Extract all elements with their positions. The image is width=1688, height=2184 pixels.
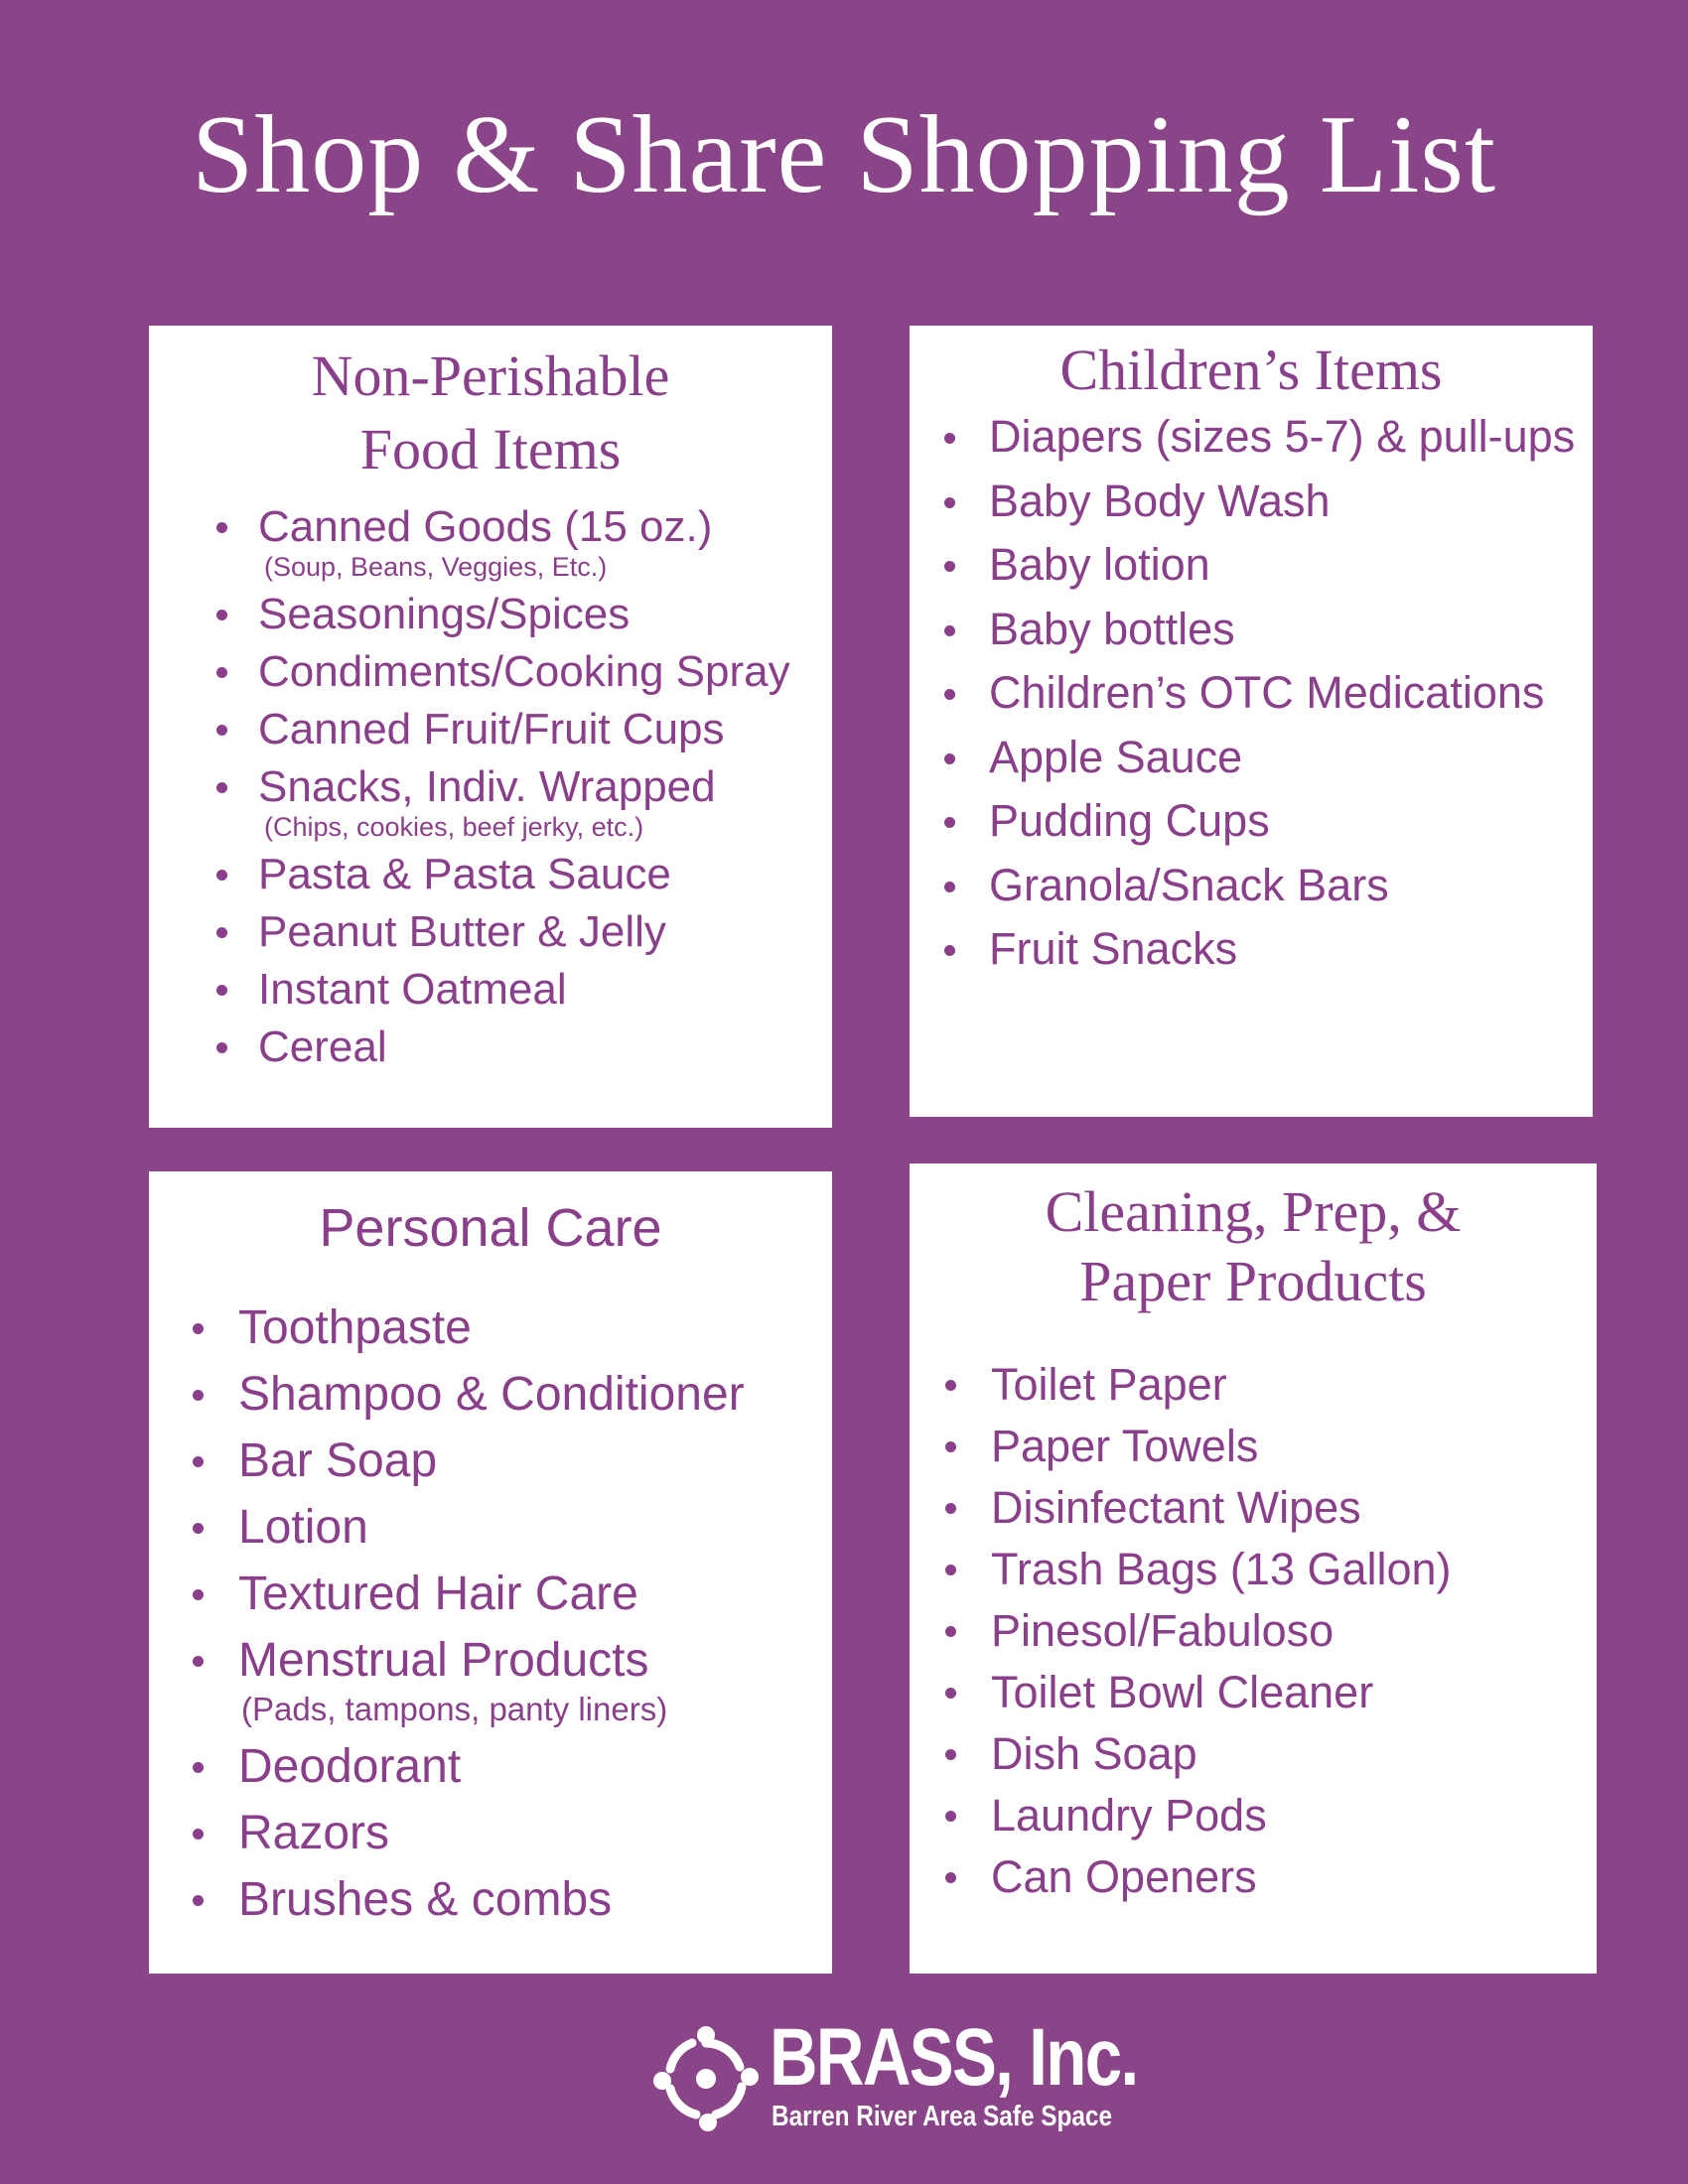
item-label: Instant Oatmeal bbox=[258, 965, 567, 1014]
bullet-icon bbox=[945, 1688, 956, 1699]
bullet-icon bbox=[944, 882, 955, 892]
item-label: Toilet Bowl Cleaner bbox=[991, 1667, 1374, 1717]
bullet-icon bbox=[193, 1456, 204, 1467]
bullet-icon bbox=[944, 945, 955, 956]
list-item bbox=[258, 903, 832, 961]
list-item bbox=[238, 1627, 832, 1727]
list-item bbox=[258, 643, 832, 701]
item-label: Condiments/Cooking Spray bbox=[258, 647, 790, 696]
list-item bbox=[991, 1785, 1597, 1846]
childrens-items-card bbox=[910, 326, 1593, 1117]
item-label: Menstrual Products bbox=[238, 1634, 649, 1687]
list-item bbox=[238, 1866, 832, 1933]
bullet-icon bbox=[193, 1656, 204, 1667]
list-item bbox=[989, 470, 1593, 534]
list-item bbox=[991, 1539, 1597, 1600]
item-label: Peanut Butter & Jelly bbox=[258, 907, 666, 956]
bullet-icon bbox=[945, 1626, 956, 1637]
bullet-icon bbox=[945, 1441, 956, 1452]
item-label: Can Openers bbox=[991, 1851, 1257, 1902]
list-item bbox=[989, 726, 1593, 790]
bullet-icon bbox=[944, 753, 955, 764]
item-label: Baby lotion bbox=[989, 539, 1210, 590]
list-item bbox=[991, 1600, 1597, 1662]
bullet-icon bbox=[944, 433, 955, 444]
bullet-icon bbox=[216, 522, 227, 533]
item-note: (Chips, cookies, beef jerky, etc.) bbox=[264, 812, 644, 842]
item-label: Trash Bags (13 Gallon) bbox=[991, 1544, 1452, 1594]
bullet-icon bbox=[945, 1811, 956, 1822]
item-label: Dish Soap bbox=[991, 1728, 1197, 1779]
bullet-icon bbox=[193, 1323, 204, 1334]
list-item bbox=[989, 661, 1593, 726]
list-item bbox=[258, 961, 832, 1019]
heading-line: Children’s Items bbox=[1059, 338, 1443, 402]
personal-care-card bbox=[149, 1171, 832, 1974]
item-label: Baby bottles bbox=[989, 603, 1235, 654]
item-list bbox=[258, 498, 832, 1076]
item-label: Pinesol/Fabuloso bbox=[991, 1605, 1335, 1656]
item-label: Toilet Paper bbox=[991, 1359, 1227, 1410]
item-label: Deodorant bbox=[238, 1740, 462, 1793]
brass-logo bbox=[650, 2012, 1138, 2138]
list-item bbox=[991, 1662, 1597, 1723]
list-item bbox=[258, 846, 832, 903]
bullet-icon bbox=[193, 1523, 204, 1534]
bullet-icon bbox=[945, 1749, 956, 1760]
bullet-icon bbox=[193, 1589, 204, 1600]
list-item bbox=[989, 598, 1593, 662]
list-item bbox=[991, 1416, 1597, 1477]
item-label: Canned Goods (15 oz.) bbox=[258, 502, 713, 551]
heading-line: Food Items bbox=[359, 417, 622, 481]
heading-line: Personal Care bbox=[319, 1198, 662, 1258]
item-note: (Pads, tampons, panty liners) bbox=[241, 1691, 668, 1727]
heading-line: Paper Products bbox=[1079, 1249, 1427, 1313]
item-list bbox=[991, 1354, 1597, 1908]
list-item bbox=[991, 1354, 1597, 1416]
item-label: Paper Towels bbox=[991, 1421, 1259, 1471]
item-label: Children’s OTC Medications bbox=[989, 667, 1545, 718]
logo-tagline: Barren River Area Safe Space bbox=[772, 2101, 1113, 2132]
item-label: Fruit Snacks bbox=[989, 923, 1238, 974]
list-item bbox=[258, 498, 832, 582]
item-label: Seasonings/Spices bbox=[258, 590, 631, 638]
item-label: Cereal bbox=[258, 1023, 387, 1071]
item-note: (Soup, Beans, Veggies, Etc.) bbox=[264, 552, 608, 582]
list-item bbox=[991, 1477, 1597, 1539]
list-item bbox=[258, 586, 832, 643]
item-label: Razors bbox=[238, 1807, 390, 1859]
list-item bbox=[238, 1494, 832, 1561]
section-heading bbox=[910, 1163, 1597, 1316]
cleaning-paper-products-card bbox=[910, 1163, 1597, 1974]
bullet-icon bbox=[216, 667, 227, 678]
bullet-icon bbox=[945, 1503, 956, 1514]
item-list bbox=[989, 405, 1593, 982]
bullet-icon bbox=[193, 1390, 204, 1401]
item-label: Diapers (sizes 5-7) & pull-ups bbox=[989, 411, 1576, 462]
list-item bbox=[238, 1733, 832, 1800]
list-item bbox=[989, 917, 1593, 982]
list-item bbox=[238, 1561, 832, 1627]
section-heading bbox=[149, 1171, 832, 1265]
list-item bbox=[989, 789, 1593, 854]
item-label: Pasta & Pasta Sauce bbox=[258, 850, 671, 898]
item-label: Canned Fruit/Fruit Cups bbox=[258, 705, 725, 753]
item-label: Brushes & combs bbox=[238, 1873, 613, 1926]
logo-name: BRASS, Inc. bbox=[770, 2012, 1138, 2103]
bullet-icon bbox=[216, 1042, 227, 1053]
bullet-icon bbox=[216, 725, 227, 736]
bullet-icon bbox=[944, 561, 955, 572]
list-item bbox=[989, 854, 1593, 918]
bullet-icon bbox=[944, 625, 955, 636]
non-perishable-food-card bbox=[149, 326, 832, 1128]
item-label: Bar Soap bbox=[238, 1434, 438, 1487]
item-label: Granola/Snack Bars bbox=[989, 859, 1389, 910]
bullet-icon bbox=[193, 1895, 204, 1906]
bullet-icon bbox=[944, 689, 955, 700]
bullet-icon bbox=[216, 985, 227, 996]
bullet-icon bbox=[945, 1565, 956, 1575]
item-label: Disinfectant Wipes bbox=[991, 1482, 1361, 1533]
bullet-icon bbox=[193, 1829, 204, 1840]
item-label: Toothpaste bbox=[238, 1301, 472, 1354]
item-label: Apple Sauce bbox=[989, 731, 1243, 782]
list-item bbox=[991, 1846, 1597, 1908]
section-heading bbox=[149, 326, 832, 486]
list-item bbox=[258, 701, 832, 758]
list-item bbox=[258, 758, 832, 842]
heading-line: Cleaning, Prep, & bbox=[1045, 1179, 1462, 1244]
bullet-icon bbox=[216, 782, 227, 793]
bullet-icon bbox=[945, 1872, 956, 1883]
item-label: Lotion bbox=[238, 1501, 368, 1554]
list-item bbox=[258, 1019, 832, 1076]
list-item bbox=[989, 533, 1593, 598]
section-heading bbox=[910, 326, 1593, 407]
list-item bbox=[238, 1800, 832, 1866]
bullet-icon bbox=[216, 870, 227, 881]
bullet-icon bbox=[944, 817, 955, 828]
list-item bbox=[989, 405, 1593, 470]
list-item bbox=[238, 1361, 832, 1428]
heading-line: Non-Perishable bbox=[311, 343, 670, 408]
item-label: Pudding Cups bbox=[989, 795, 1270, 846]
item-label: Textured Hair Care bbox=[238, 1568, 638, 1620]
item-label: Laundry Pods bbox=[991, 1790, 1267, 1841]
brass-logo-icon bbox=[650, 2023, 762, 2134]
bullet-icon bbox=[193, 1762, 204, 1773]
bullet-icon bbox=[944, 497, 955, 508]
item-label: Snacks, Indiv. Wrapped bbox=[258, 762, 716, 811]
list-item bbox=[238, 1428, 832, 1494]
page-title: Shop & Share Shopping List bbox=[191, 93, 1497, 216]
list-item bbox=[238, 1295, 832, 1361]
bullet-icon bbox=[216, 610, 227, 620]
item-label: Baby Body Wash bbox=[989, 475, 1331, 526]
item-list bbox=[238, 1295, 832, 1933]
bullet-icon bbox=[945, 1380, 956, 1391]
list-item bbox=[991, 1723, 1597, 1785]
bullet-icon bbox=[216, 927, 227, 938]
item-label: Shampoo & Conditioner bbox=[238, 1368, 745, 1421]
